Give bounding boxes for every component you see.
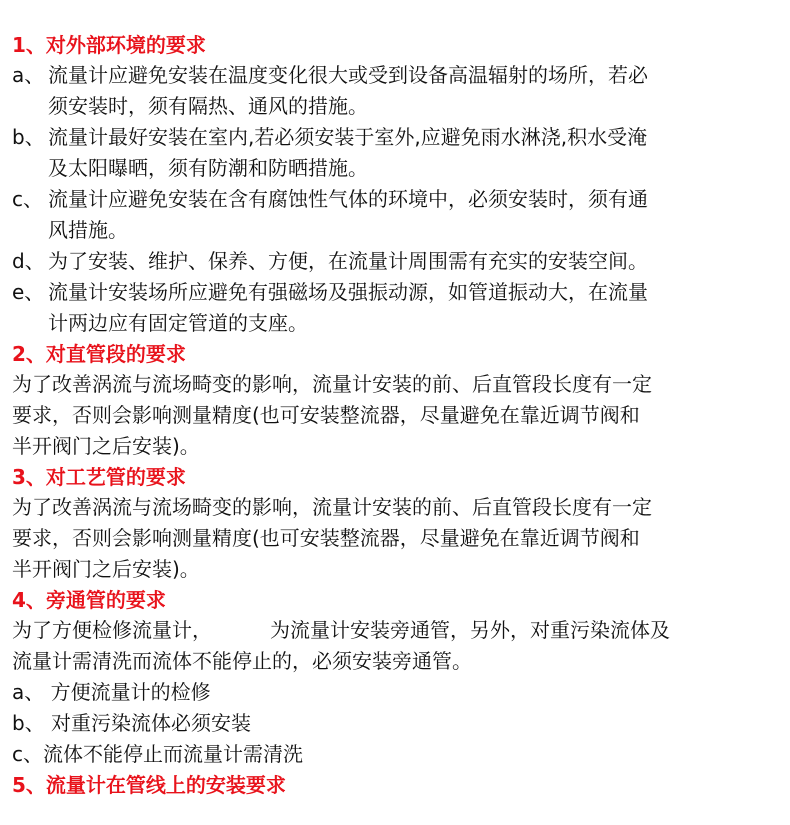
section-3-line-3: 半开阀门之后安装)。 xyxy=(12,557,200,581)
list-marker-b: b、 xyxy=(12,125,45,149)
item-a-line-2: 须安装时，须有隔热、通风的措施。 xyxy=(48,94,368,118)
list-marker-a: a、 xyxy=(12,63,45,87)
item-d-line-1: 为了安装、维护、保养、方便，在流量计周围需有充实的安装空间。 xyxy=(48,249,648,273)
list-item-e xyxy=(12,277,784,339)
item-b-line-2: 及太阳曝晒，须有防潮和防晒措施。 xyxy=(48,156,368,180)
list-marker-e: e、 xyxy=(12,280,45,304)
section-4-line-1 xyxy=(12,615,784,646)
section-4-line-1-part-a: 为了方便检修流量计， xyxy=(12,618,212,642)
section-heading-2: 2、对直管段的要求 xyxy=(12,342,186,366)
item-c-line-2: 风措施。 xyxy=(48,218,128,242)
document-body xyxy=(12,30,784,800)
list-marker-c: c、 xyxy=(12,187,43,211)
item-b-line-1: 流量计最好安装在室内,若必须安装于室外,应避免雨水淋浇,积水受淹 xyxy=(48,125,648,149)
item-c-line-1: 流量计应避免安装在含有腐蚀性气体的环境中，必须安装时，须有通 xyxy=(48,187,648,211)
list-item-c xyxy=(12,184,784,246)
section-heading-3: 3、对工艺管的要求 xyxy=(12,465,186,489)
list-marker-d: d、 xyxy=(12,249,45,273)
subitem-b: b、 对重污染流体必须安装 xyxy=(12,711,252,735)
section-4-line-1-part-b: 为流量计安装旁通管，另外，对重污染流体及 xyxy=(270,618,670,642)
section-heading-5: 5、流量计在管线上的安装要求 xyxy=(12,773,286,797)
section-2-line-1: 为了改善涡流与流场畸变的影响，流量计安装的前、后直管段长度有一定 xyxy=(12,372,652,396)
subitem-a: a、 方便流量计的检修 xyxy=(12,680,211,704)
list-item-a xyxy=(12,60,784,122)
section-2-line-3: 半开阀门之后安装)。 xyxy=(12,434,200,458)
section-2-line-2: 要求，否则会影响测量精度(也可安装整流器，尽量避免在靠近调节阀和 xyxy=(12,403,640,427)
item-e-line-1: 流量计安装场所应避免有强磁场及强振动源，如管道振动大，在流量 xyxy=(48,280,648,304)
section-3-paragraph xyxy=(12,492,784,585)
section-2-paragraph xyxy=(12,369,784,462)
list-item-d xyxy=(12,246,784,277)
section-4-line-2: 流量计需清洗而流体不能停止的，必须安装旁通管。 xyxy=(12,649,472,673)
section-heading-1: 1、对外部环境的要求 xyxy=(12,33,206,57)
section-3-line-1: 为了改善涡流与流场畸变的影响，流量计安装的前、后直管段长度有一定 xyxy=(12,495,652,519)
item-a-line-1: 流量计应避免安装在温度变化很大或受到设备高温辐射的场所，若必 xyxy=(48,63,648,87)
list-item-b xyxy=(12,122,784,184)
section-heading-4: 4、旁通管的要求 xyxy=(12,588,166,612)
subitem-c: c、流体不能停止而流量计需清洗 xyxy=(12,742,303,766)
section-4-paragraph xyxy=(12,615,784,677)
section-3-line-2: 要求，否则会影响测量精度(也可安装整流器，尽量避免在靠近调节阀和 xyxy=(12,526,640,550)
item-e-line-2: 计两边应有固定管道的支座。 xyxy=(48,311,308,335)
